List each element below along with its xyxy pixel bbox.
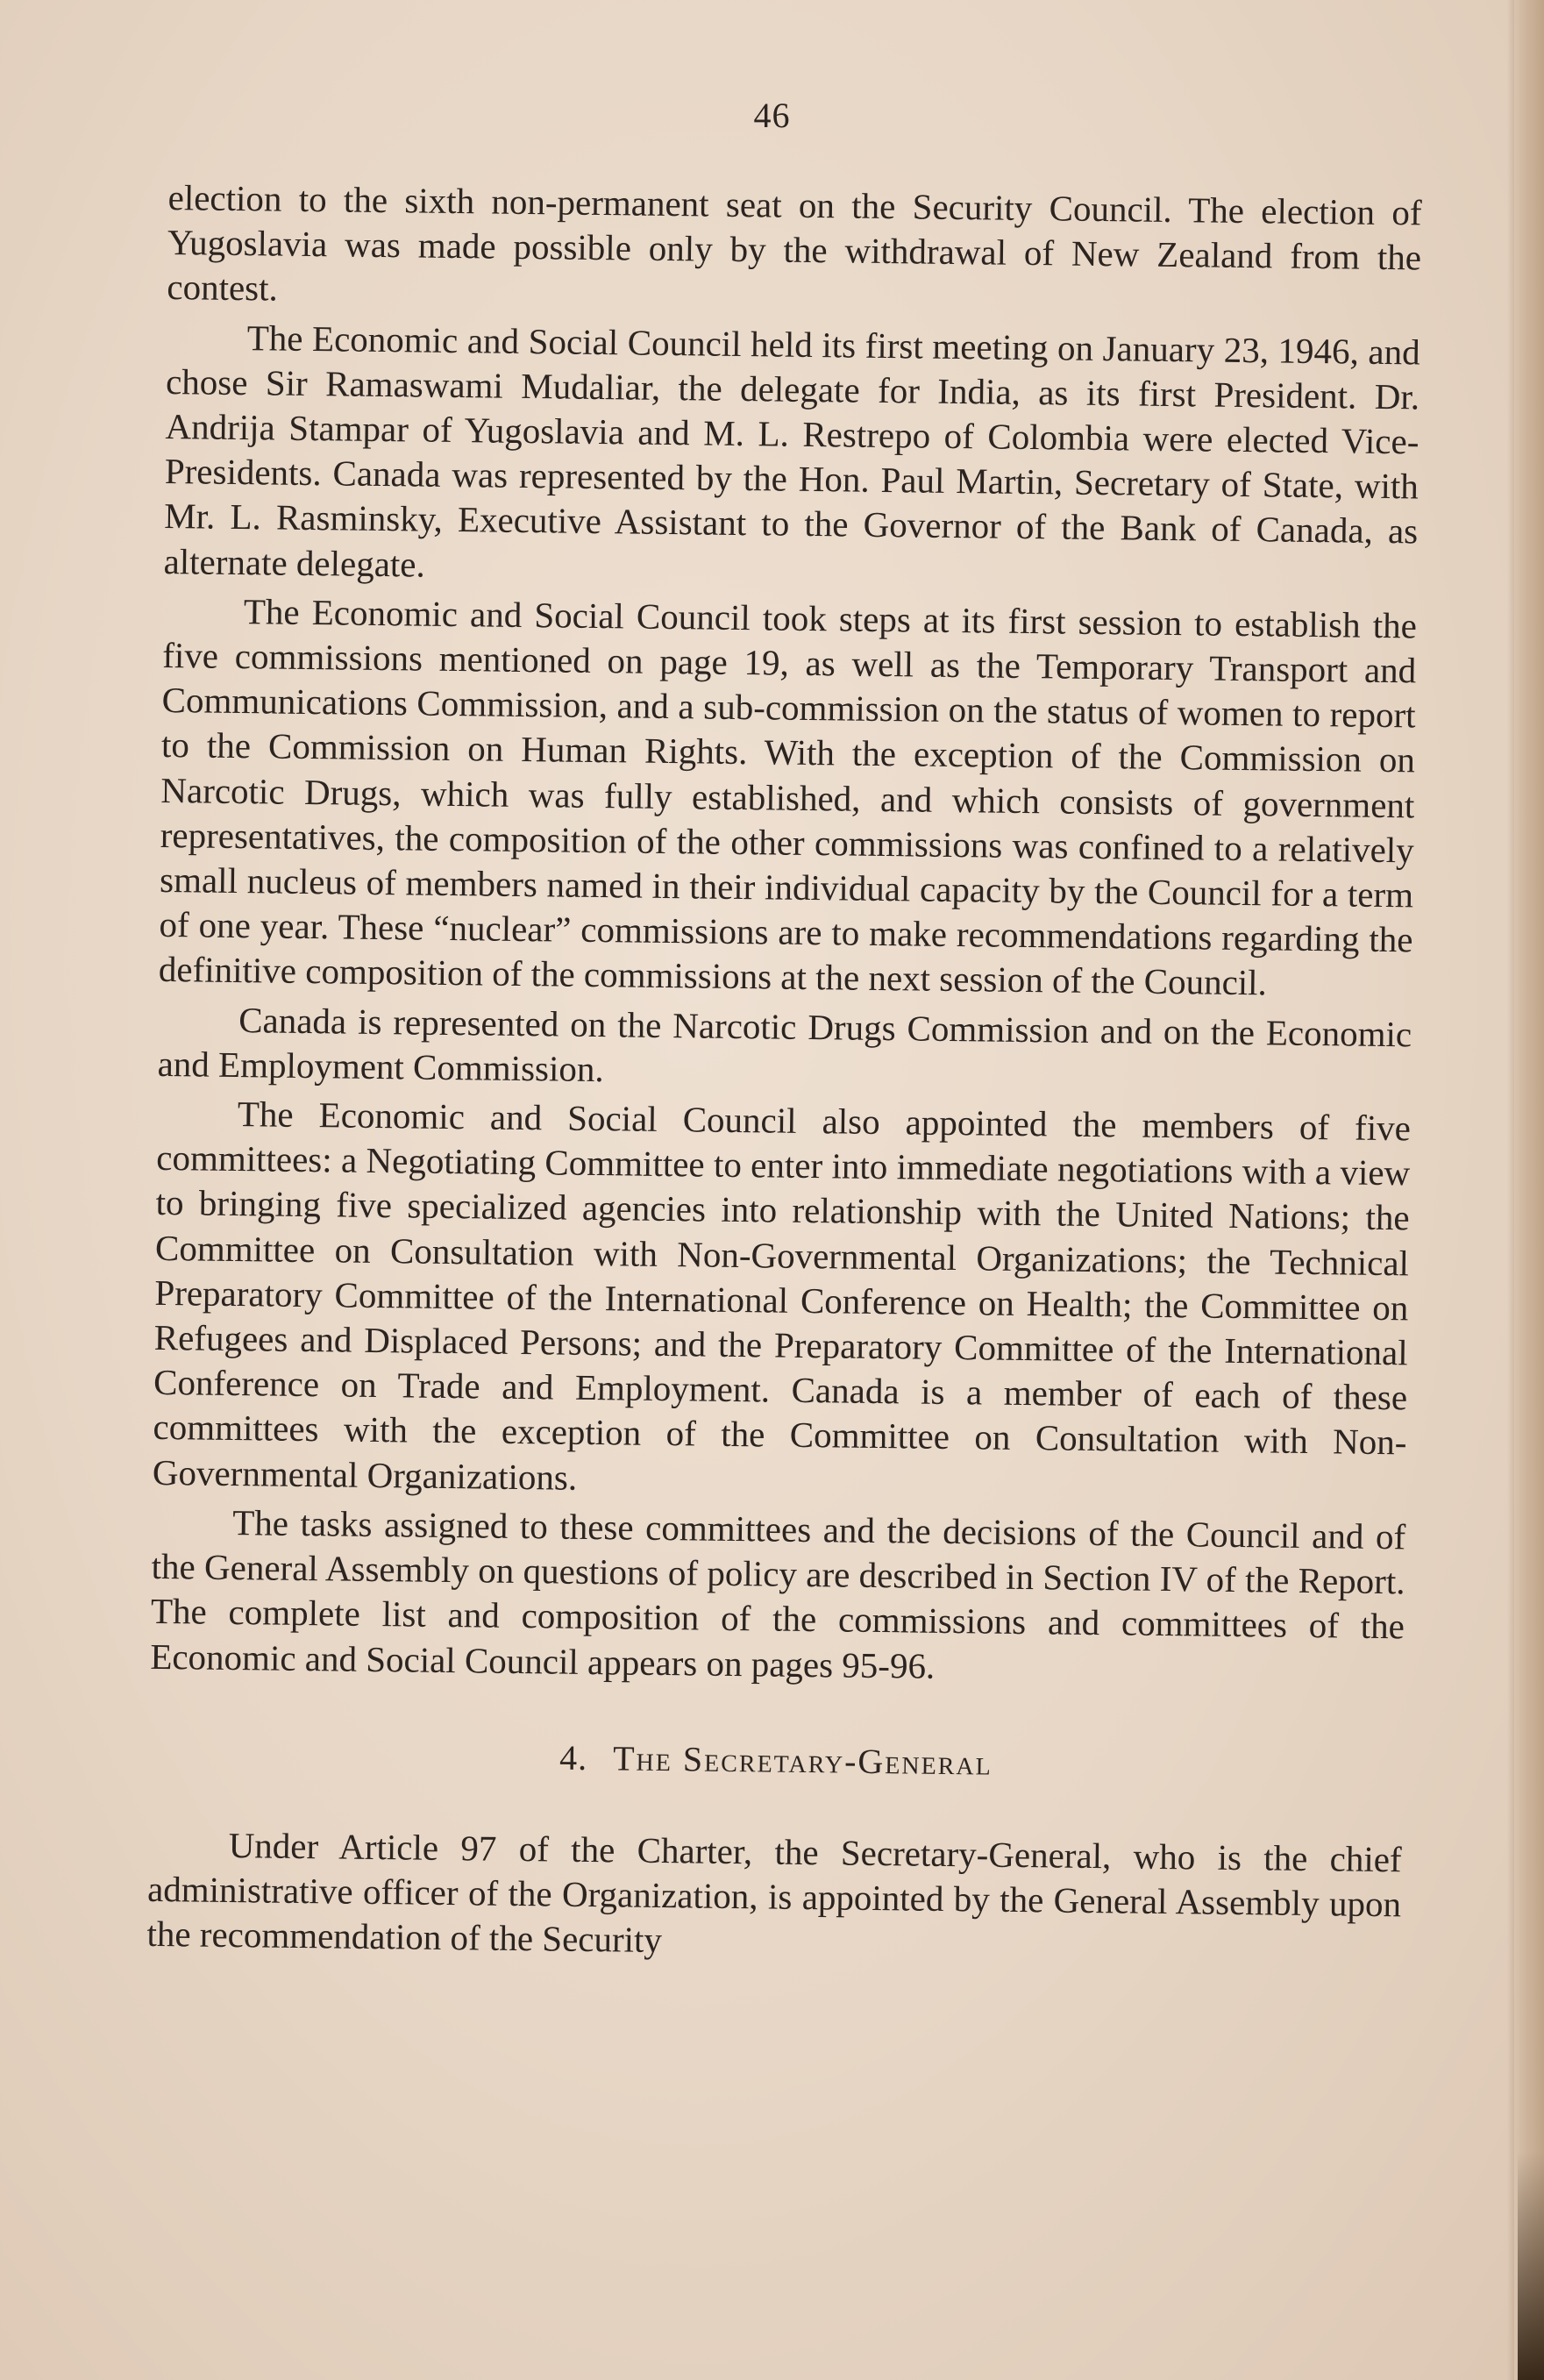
paragraph-5: The Economic and Social Council also appointed the members of five committees: a Negotiating Committee to enter into immediate negotiations with a view to bringing five specialized agencies into relationship with the United Nations; the Committee on Consultation with Non-Governmental Organizations; the Technical Preparatory Committee of the International Conference on Health; the Committee on Refugees and Displaced Persons; and the Preparatory Committee of the International Conference on Trade and Employment. Canada is a member of each of these committees with the exception of the Committee on Consultation with Non-Governmental Organizations. [152,1094,1412,1498]
section-number: 4. [559,1737,588,1778]
body-text [146,175,1422,1977]
page-corner-shadow [1518,2152,1544,2380]
paragraph-1: election to the sixth non-permanent seat on the Security Council. The election of Yugoslavia was made possible only by the withdrawal of New Zealand from the contest. [167,176,1422,309]
section-heading [149,1730,1404,1791]
paragraph-3: The Economic and Social Council took steps at its first session to establish the five commissions mentioned on page 19, as well as the Temporary Transport and Communications Commission, and a sub-commission on the status of women to report to the Commission on Human Rights. With the exception of the Commission on Narcotic Drugs, which was fully established, and which consists of government representatives, the composition of the other commissions was confined to a relatively small nucleus of members named in their individual capacity by the Council for a term of one year. These “nuclear” commissions are to make recommendations regarding the definitive composition of the commissions at the next session of the Council. [158,590,1418,1003]
paragraph-4: Canada is represented on the Narcotic Drugs Commission and on the Economic and Employment Commission. [157,999,1412,1090]
page-edge-shadow [1507,0,1514,2380]
page-edge [1514,0,1544,2380]
section-title: The Secretary-General [612,1738,993,1783]
paragraph-6: The tasks assigned to these committees and the decisions of the Council and of the General Assembly on questions of policy are described in Section IV of the Report. The complete list and composition of the commissions and committees of the Economic and Social Council appears on pages 95-96. [150,1501,1406,1686]
page-number: 46 [753,96,791,135]
paragraph-7: Under Article 97 of the Charter, the Secretary-General, who is the chief administrative officer of the Organization, is appointed by the General Assembly upon the recommendation of the Security [146,1824,1402,1961]
paragraph-2: The Economic and Social Council held its first meeting on January 23, 1946, and chose Sir Ramaswami Mudaliar, the delegate for India, as its first President. Dr. Andrija Stampar of Yugoslavia and M. L. Restrepo of Colombia were elected Vice-Presidents. Canada was represented by the Hon. Paul Martin, Secretary of State, with Mr. L. Rasminsky, Executive Assistant to the Governor of the Bank of Canada, as alternate delegate. [163,317,1420,585]
